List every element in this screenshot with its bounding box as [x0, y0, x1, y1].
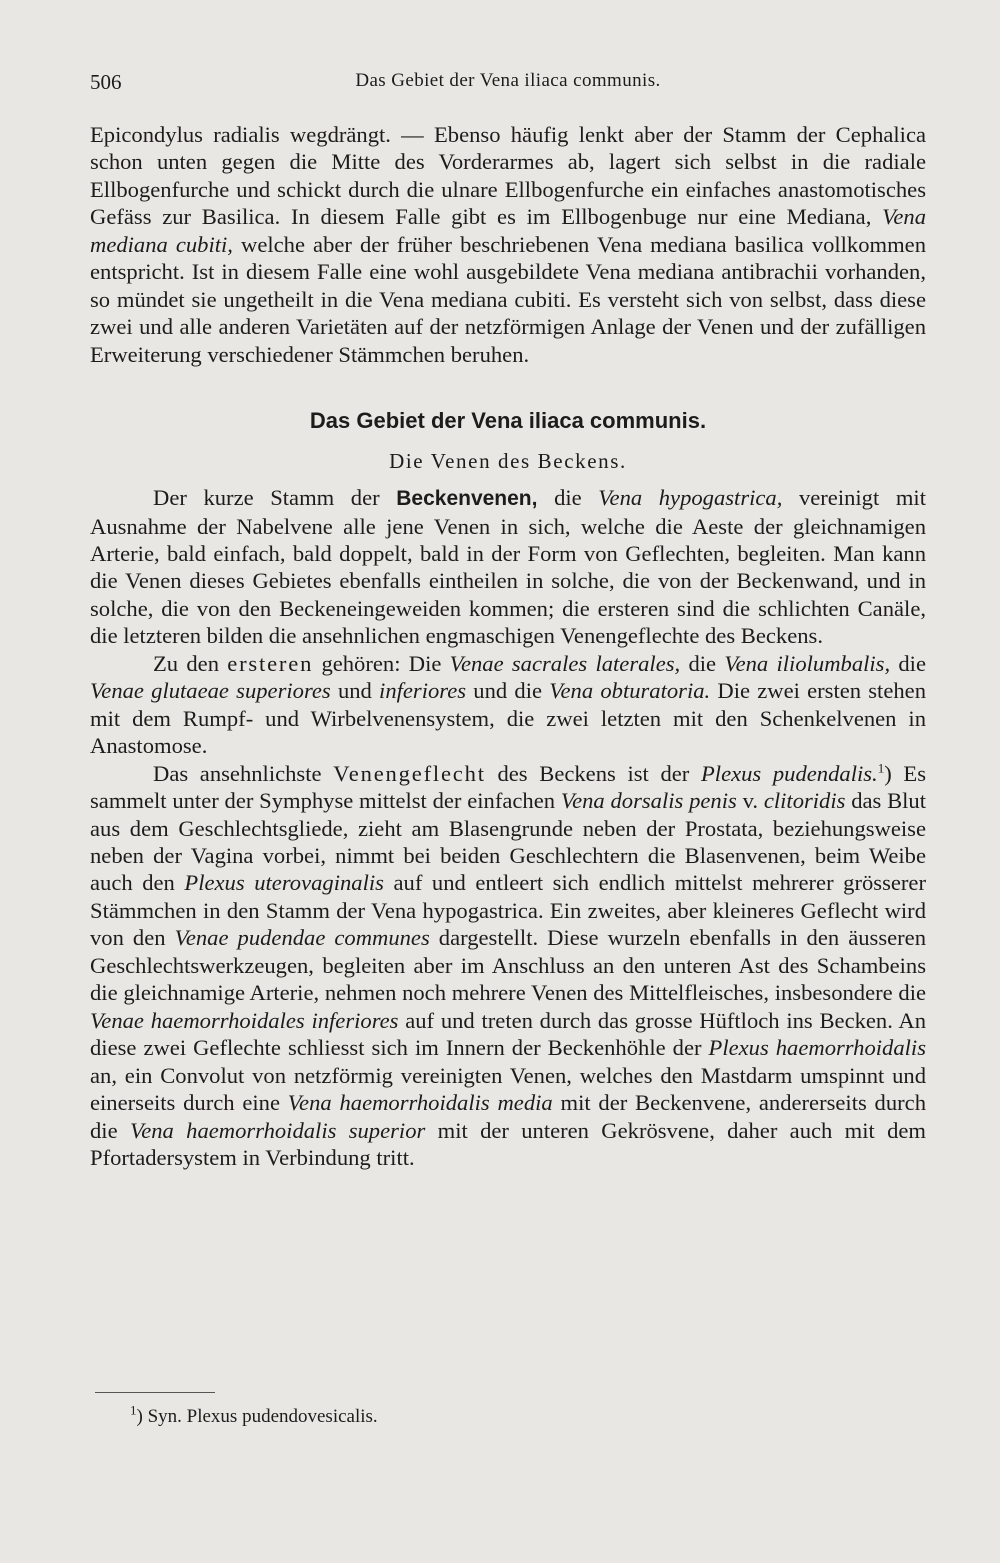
- running-head: Das Gebiet der Vena iliaca communis.: [355, 70, 661, 91]
- italic-term: Vena haemorrhoidalis superior: [129, 1117, 426, 1143]
- italic-term: Venae sacrales laterales,: [449, 650, 681, 676]
- italic-term: Vena mediana cubiti,: [90, 204, 926, 257]
- footnote: [130, 1402, 378, 1429]
- body-text: [90, 121, 926, 1171]
- text-run: das Blut aus dem Geschlechtsgliede, zieht am Blasengrunde neben der Prostata, beziehungsweise neben der Vagina vorbei, nimmt bei beiden Geschlechtern die Blasenvenen, beim Weibe auch den: [90, 788, 927, 896]
- text-run: Epicondylus radialis wegdrängt. — Ebenso häufig lenkt aber der Stamm der Cephalica schon unten gegen die Mitte des Vorderarmes ab, lagert sich selbst in die radiale Ellbogenfurche und schickt durch die ulnare Ellbogenfurche ein einfaches anastomotisches Gefäss zur Basilica. In diesem Falle gibt es im Ellbogenbuge nur eine Mediana,: [90, 122, 926, 230]
- text-run: auf und entleert sich endlich mittelst mehrerer grösserer Stämmchen in den Stamm der Vena hypogastrica. Ein zweites, aber kleineres Geflecht wird von den: [90, 870, 926, 951]
- text-run: Zu den: [153, 650, 228, 676]
- spaced-term: Venengeflecht: [333, 760, 486, 786]
- text-run: die: [680, 650, 725, 676]
- text-run: gehören: Die: [313, 650, 450, 676]
- text-run: mit der Beckenvene, andererseits durch die: [90, 1090, 927, 1143]
- italic-term: Vena haemorrhoidalis media: [287, 1090, 553, 1116]
- paragraph-4: [90, 760, 926, 1172]
- text-run: mit der unteren Gekrösvene, daher auch mit dem Pfortadersystem in Verbindung tritt.: [90, 1117, 926, 1170]
- italic-term: Vena obturatoria.: [549, 678, 711, 704]
- text-run: Der kurze Stamm der: [153, 485, 397, 511]
- footnote-text: ) Syn. Plexus pudendovesicalis.: [136, 1406, 378, 1427]
- paragraph-3: [90, 650, 926, 760]
- text-run: vereinigt mit Ausnahme der Nabelvene alle jene Venen in sich, welche die Aeste der gleichnamigen Arterie, bald einfach, bald doppelt, bald in der Form von Geflechten, begleiten. Man kann die Venen dieses Gebietes ebenfalls eintheilen in solche, die von der Beckenwand, und in solche, die von den Beckeneingeweiden kommen; die ersteren sind die schlichten Canäle, die letzteren bilden die ansehnlichen engmaschigen Venengeflechte des Beckens.: [90, 485, 926, 649]
- italic-term: inferiores: [379, 678, 467, 704]
- paragraph-1: [90, 121, 926, 368]
- italic-term: Vena iliolumbalis,: [724, 650, 891, 676]
- footnote-reference: 1: [877, 760, 885, 776]
- section-title: Das Gebiet der Vena iliaca communis.: [309, 408, 707, 434]
- italic-term: Plexus haemorrhoidalis: [708, 1035, 926, 1061]
- italic-term: Plexus pudendalis.: [701, 760, 878, 786]
- text-run: die: [537, 485, 599, 511]
- text-run: dargestellt. Diese wurzeln ebenfalls in den äusseren Geschlechtswerkzeugen, begleiten aber im Anschluss an den unteren Ast des Schambeins die gleichnamige Arterie, nehmen noch mehrere Venen des Mittelfleisches, insbesondere die: [90, 925, 926, 1006]
- italic-term: Vena dorsalis penis: [560, 788, 737, 814]
- page-number: 506: [90, 70, 122, 94]
- footnote-divider: [95, 1392, 215, 1393]
- text-run: Die zwei ersten stehen mit dem Rumpf- und Wirbelvenensystem, die zwei letzten mit den Schenkelvenen in Anastomose.: [90, 678, 926, 759]
- italic-term: Venae pudendae communes: [174, 925, 430, 951]
- subsection-title: Die Venen des Beckens.: [389, 449, 627, 474]
- italic-term: Venae haemorrhoidales inferiores: [90, 1007, 399, 1033]
- paragraph-2: [90, 484, 926, 650]
- spaced-term: ersteren: [227, 650, 314, 676]
- text-run: die: [890, 650, 926, 676]
- text-run: auf und treten durch das grosse Hüftloch ins Becken. An diese zwei Geflechte schliesst sich im Innern der Beckenhöhle der: [90, 1007, 926, 1061]
- italic-term: Plexus uterovaginalis: [184, 870, 384, 896]
- text-run: und: [330, 678, 380, 704]
- footnote-marker: 1: [130, 1402, 137, 1418]
- text-run: des Beckens ist der: [485, 760, 701, 786]
- text-run: ) Es sammelt unter der Symphyse mittelst der einfachen: [90, 760, 926, 814]
- text-run: v.: [736, 788, 764, 814]
- italic-term: clitoridis: [763, 788, 846, 814]
- text-run: welche aber der früher beschriebenen Vena mediana basilica vollkommen entspricht. Ist in diesem Falle eine wohl ausgebildete Vena mediana antibrachii vorhanden, so mündet sie ungetheilt in die Vena mediana cubiti. Es versteht sich von selbst, dass diese zwei und alle anderen Varietäten auf der netzförmigen Anlage der Venen und der zufälligen Erweiterung verschiedener Stämmchen beruhen.: [90, 231, 926, 367]
- italic-term: Venae glutaeae superiores: [90, 678, 331, 704]
- text-run: und die: [466, 678, 550, 704]
- page-header: [90, 70, 926, 100]
- bold-term: Beckenvenen,: [396, 487, 538, 511]
- text-run: an, ein Convolut von netzförmig vereinigten Venen, welches den Mastdarm umspinnt und einerseits durch eine: [90, 1062, 926, 1116]
- text-run: Das ansehnlichste: [153, 760, 334, 786]
- italic-term: Vena hypogastrica,: [598, 485, 783, 511]
